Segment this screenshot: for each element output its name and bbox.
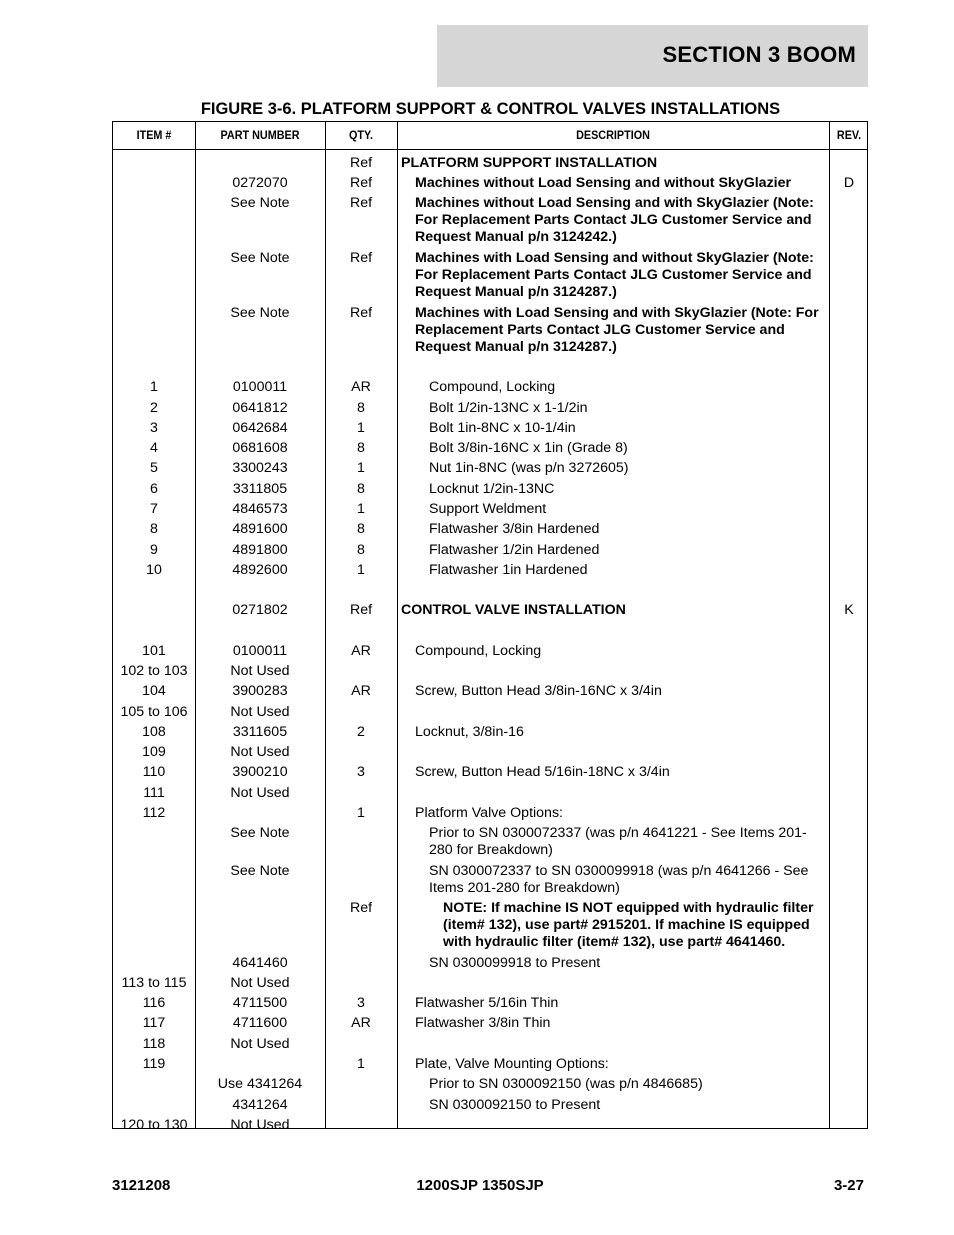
item-number-cell: 108 (142, 724, 166, 740)
part-number-cell: 4341264 (232, 1097, 288, 1113)
item-number-cell: 7 (150, 501, 158, 517)
part-number-cell: 0681608 (232, 440, 288, 456)
description-cell: Prior to SN 0300072337 (was p/n 4641221 - See Items 201-280 for Breakdown) (429, 825, 807, 858)
qty-cell: Ref (349, 602, 373, 618)
description-cell: Machines with Load Sensing and without SkyGlazier (Note: For Replacement Parts Contact JLG Customer Service and Request Manual p/n 3124287.) (415, 250, 814, 300)
item-number-cell: 116 (142, 995, 166, 1011)
item-number-cell: 10 (146, 562, 162, 578)
description-cell: Screw, Button Head 3/8in-16NC x 3/4in (415, 683, 662, 699)
item-number-cell: 113 to 115 (121, 975, 187, 991)
part-number-cell: 0100011 (232, 643, 288, 659)
qty-cell: Ref (349, 900, 373, 916)
part-number-cell: 0642684 (232, 420, 288, 436)
qty-cell: AR (351, 1015, 371, 1031)
qty-cell: 8 (357, 521, 365, 537)
parts-table (112, 121, 868, 1133)
column-divider (325, 122, 326, 1128)
part-number-cell: 0641812 (232, 400, 288, 416)
part-number-cell: Not Used (230, 975, 290, 991)
description-cell: SN 0300072337 to SN 0300099918 (was p/n 4641266 - See Items 201-280 for Breakdown) (429, 863, 809, 896)
column-header-rev: REV. (836, 128, 862, 142)
figure-title: FIGURE 3-6. PLATFORM SUPPORT & CONTROL VALVES INSTALLATIONS (200, 100, 781, 118)
footer-page-number: 3-27 (833, 1177, 864, 1194)
column-header-qty: QTY. (348, 128, 373, 142)
description-cell: SN 0300099918 to Present (429, 955, 601, 971)
item-number-cell: 112 (142, 805, 166, 821)
column-header-part-number: PART NUMBER (220, 128, 300, 142)
item-number-cell: 118 (142, 1036, 166, 1052)
qty-cell: 8 (357, 542, 365, 558)
qty-cell: 8 (357, 481, 365, 497)
description-cell: SN 0300092150 to Present (429, 1097, 601, 1113)
part-number-cell: Not Used (230, 785, 290, 801)
part-number-cell: 0271802 (232, 602, 288, 618)
description-cell: Prior to SN 0300092150 (was p/n 4846685) (429, 1076, 703, 1092)
qty-cell: Ref (349, 175, 373, 191)
item-number-cell: 4 (150, 440, 158, 456)
part-number-cell: 3311805 (232, 481, 288, 497)
qty-cell: 8 (357, 440, 365, 456)
item-number-cell: 2 (150, 400, 158, 416)
item-number-cell: 119 (142, 1056, 166, 1072)
item-number-cell: 6 (150, 481, 158, 497)
item-number-cell: 102 to 103 (120, 663, 188, 679)
section-header-box (437, 25, 868, 87)
header-divider (113, 149, 867, 150)
part-number-cell: 3900210 (232, 764, 288, 780)
footer-doc-number: 3121208 (112, 1177, 171, 1194)
part-number-cell: Not Used (230, 1117, 290, 1133)
qty-cell: AR (351, 643, 371, 659)
description-cell: Platform Valve Options: (415, 805, 563, 821)
rev-cell: K (844, 602, 854, 618)
part-number-cell: 4891600 (232, 521, 288, 537)
description-cell: Flatwasher 3/8in Thin (415, 1015, 551, 1031)
description-cell: NOTE: If machine IS NOT equipped with hydraulic filter (item# 132), use part# 2915201. If machine IS equipped with hydraulic filter (item# 132), use part# 4641460. (443, 900, 814, 950)
qty-cell: Ref (349, 195, 373, 211)
section-title: SECTION 3 BOOM (662, 42, 856, 67)
part-number-cell: 3900283 (232, 683, 288, 699)
description-cell: Machines with Load Sensing and with SkyGlazier (Note: For Replacement Parts Contact JLG Customer Service and Request Manual p/n 3124287.) (415, 305, 819, 355)
item-number-cell: 110 (142, 764, 166, 780)
description-cell: Locknut 1/2in-13NC (429, 481, 555, 497)
item-number-cell: 101 (142, 643, 166, 659)
description-cell: Compound, Locking (415, 643, 542, 659)
item-number-cell: 104 (142, 683, 166, 699)
item-number-cell: 109 (142, 744, 166, 760)
part-number-cell: See Note (230, 305, 290, 321)
qty-cell: 1 (357, 1056, 365, 1072)
item-number-cell: 117 (142, 1015, 166, 1031)
qty-cell: 1 (357, 460, 365, 476)
item-number-cell: 8 (150, 521, 158, 537)
part-number-cell: Use 4341264 (217, 1076, 303, 1092)
description-cell: Bolt 1in-8NC x 10-1/4in (429, 420, 576, 436)
description-cell: Machines without Load Sensing and without SkyGlazier (415, 175, 792, 191)
description-cell: Bolt 1/2in-13NC x 1-1/2in (429, 400, 588, 416)
part-number-cell: 0100011 (232, 379, 288, 395)
part-number-cell: 0272070 (232, 175, 288, 191)
part-number-cell: See Note (230, 825, 290, 841)
part-number-cell: Not Used (230, 744, 290, 760)
rev-cell: D (843, 175, 855, 191)
column-divider (829, 122, 830, 1128)
part-number-cell: 3311605 (232, 724, 288, 740)
part-number-cell: 4891800 (232, 542, 288, 558)
part-number-cell: 3300243 (232, 460, 288, 476)
description-cell: Flatwasher 1in Hardened (429, 562, 588, 578)
part-number-cell: See Note (230, 863, 290, 879)
part-number-cell: 4846573 (232, 501, 288, 517)
qty-cell: 1 (357, 501, 365, 517)
column-header-description: DESCRIPTION (576, 128, 650, 142)
qty-cell: AR (351, 683, 371, 699)
qty-cell: 3 (357, 764, 365, 780)
qty-cell: Ref (349, 250, 373, 266)
description-cell: CONTROL VALVE INSTALLATION (401, 602, 626, 618)
part-number-cell: See Note (230, 195, 290, 211)
description-cell: Screw, Button Head 5/16in-18NC x 3/4in (415, 764, 670, 780)
column-header-item: ITEM # (136, 128, 172, 142)
qty-cell: 1 (357, 805, 365, 821)
description-cell: Bolt 3/8in-16NC x 1in (Grade 8) (429, 440, 628, 456)
description-cell: Flatwasher 3/8in Hardened (429, 521, 600, 537)
qty-cell: Ref (349, 155, 373, 171)
qty-cell: 2 (357, 724, 365, 740)
qty-cell: 1 (357, 562, 365, 578)
item-number-cell: 111 (143, 785, 165, 801)
qty-cell: 3 (357, 995, 365, 1011)
item-number-cell: 105 to 106 (120, 704, 188, 720)
description-cell: Locknut, 3/8in-16 (415, 724, 524, 740)
description-cell: Compound, Locking (429, 379, 556, 395)
footer-model: 1200SJP 1350SJP (416, 1177, 544, 1194)
description-cell: Machines without Load Sensing and with SkyGlazier (Note: For Replacement Parts Contact JLG Customer Service and Request Manual p/n 3124242.) (415, 195, 814, 245)
description-cell: Flatwasher 5/16in Thin (415, 995, 559, 1011)
qty-cell: AR (351, 379, 371, 395)
part-number-cell: Not Used (230, 663, 290, 679)
part-number-cell: 4641460 (232, 955, 288, 971)
item-number-cell: 5 (150, 460, 158, 476)
description-cell: Nut 1in-8NC (was p/n 3272605) (429, 460, 629, 476)
part-number-cell: 4892600 (232, 562, 288, 578)
qty-cell: Ref (349, 305, 373, 321)
qty-cell: 8 (357, 400, 365, 416)
description-cell: Support Weldment (429, 501, 547, 517)
part-number-cell: Not Used (230, 1036, 290, 1052)
item-number-cell: 3 (150, 420, 158, 436)
item-number-cell: 9 (150, 542, 158, 558)
description-cell: Plate, Valve Mounting Options: (415, 1056, 609, 1072)
part-number-cell: See Note (230, 250, 290, 266)
item-number-cell: 1 (150, 379, 158, 395)
column-divider (397, 122, 398, 1128)
part-number-cell: 4711600 (232, 1015, 288, 1031)
item-number-cell: 120 to 130 (120, 1117, 188, 1133)
qty-cell: 1 (357, 420, 365, 436)
description-cell: Flatwasher 1/2in Hardened (429, 542, 600, 558)
part-number-cell: Not Used (230, 704, 290, 720)
description-cell: PLATFORM SUPPORT INSTALLATION (401, 155, 658, 171)
part-number-cell: 4711500 (232, 995, 288, 1011)
